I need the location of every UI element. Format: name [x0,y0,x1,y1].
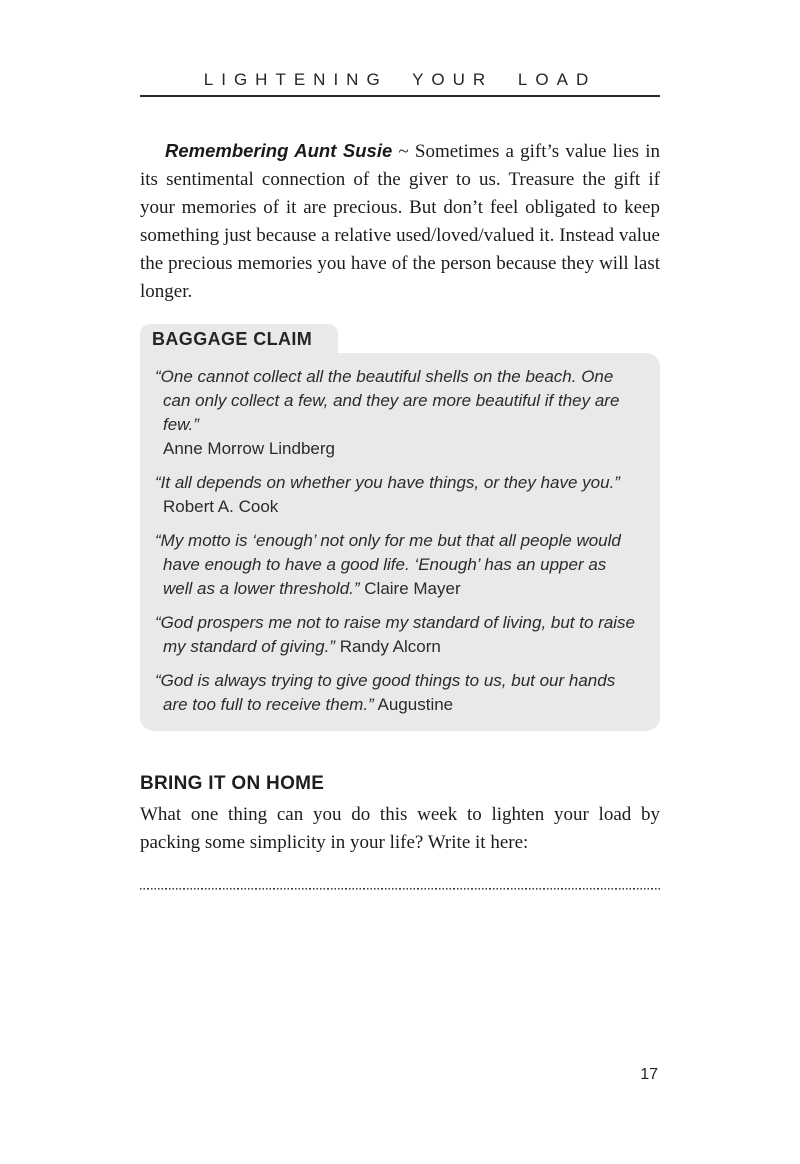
quote-author: Anne Morrow Lindberg [163,439,335,458]
quote-item [155,611,640,659]
quote-item [155,471,640,519]
quote-item [155,669,640,717]
page-content [0,70,800,890]
write-in-dotted-line [140,888,660,890]
bring-home-title: BRING IT ON HOME [140,773,325,794]
intro-body-text: ~ Sometimes a gift’s value lies in its sentimental connection of the giver to us. Treasure the gift if your memories of it are precious. But don’t feel obligated to keep something just because a relative used/loved/valued it. Instead value the precious memories you have of the person because they will last longer. [140,141,660,302]
intro-lead-in: Remembering Aunt Susie [165,140,393,161]
quote-author: Claire Mayer [364,579,461,598]
quote-author: Augustine [377,695,454,714]
intro-paragraph [140,137,660,306]
page-number: 17 [640,1066,658,1083]
quote-text: “One cannot collect all the beautiful shells on the beach. One can only collect a few, and they are more beautiful if they are few.” [155,367,620,434]
quote-author: Robert A. Cook [163,497,279,516]
quote-text: “God prospers me not to raise my standard of living, but to raise my standard of giving.” [155,613,636,656]
quote-text: “It all depends on whether you have things, or they have you.” [155,473,620,492]
bring-home-paragraph: What one thing can you do this week to lighten your load by packing some simplicity in your life? Write it here: [140,804,660,853]
quote-item [155,365,640,461]
quote-author: Randy Alcorn [339,637,441,656]
baggage-claim-quote-box [140,353,660,731]
baggage-claim-tab [140,324,338,353]
quote-item [155,529,640,601]
quote-text: “My motto is ‘enough’ not only for me but that all people would have enough to have a good life. ‘Enough’ has an upper as well as a lower threshold.” [155,531,621,598]
baggage-claim-title: BAGGAGE CLAIM [152,329,313,349]
quote-text: “God is always trying to give good things to us, but our hands are too full to receive them.” [155,671,616,714]
header-rule [140,95,660,97]
running-head: LIGHTENING YOUR LOAD [203,70,597,89]
